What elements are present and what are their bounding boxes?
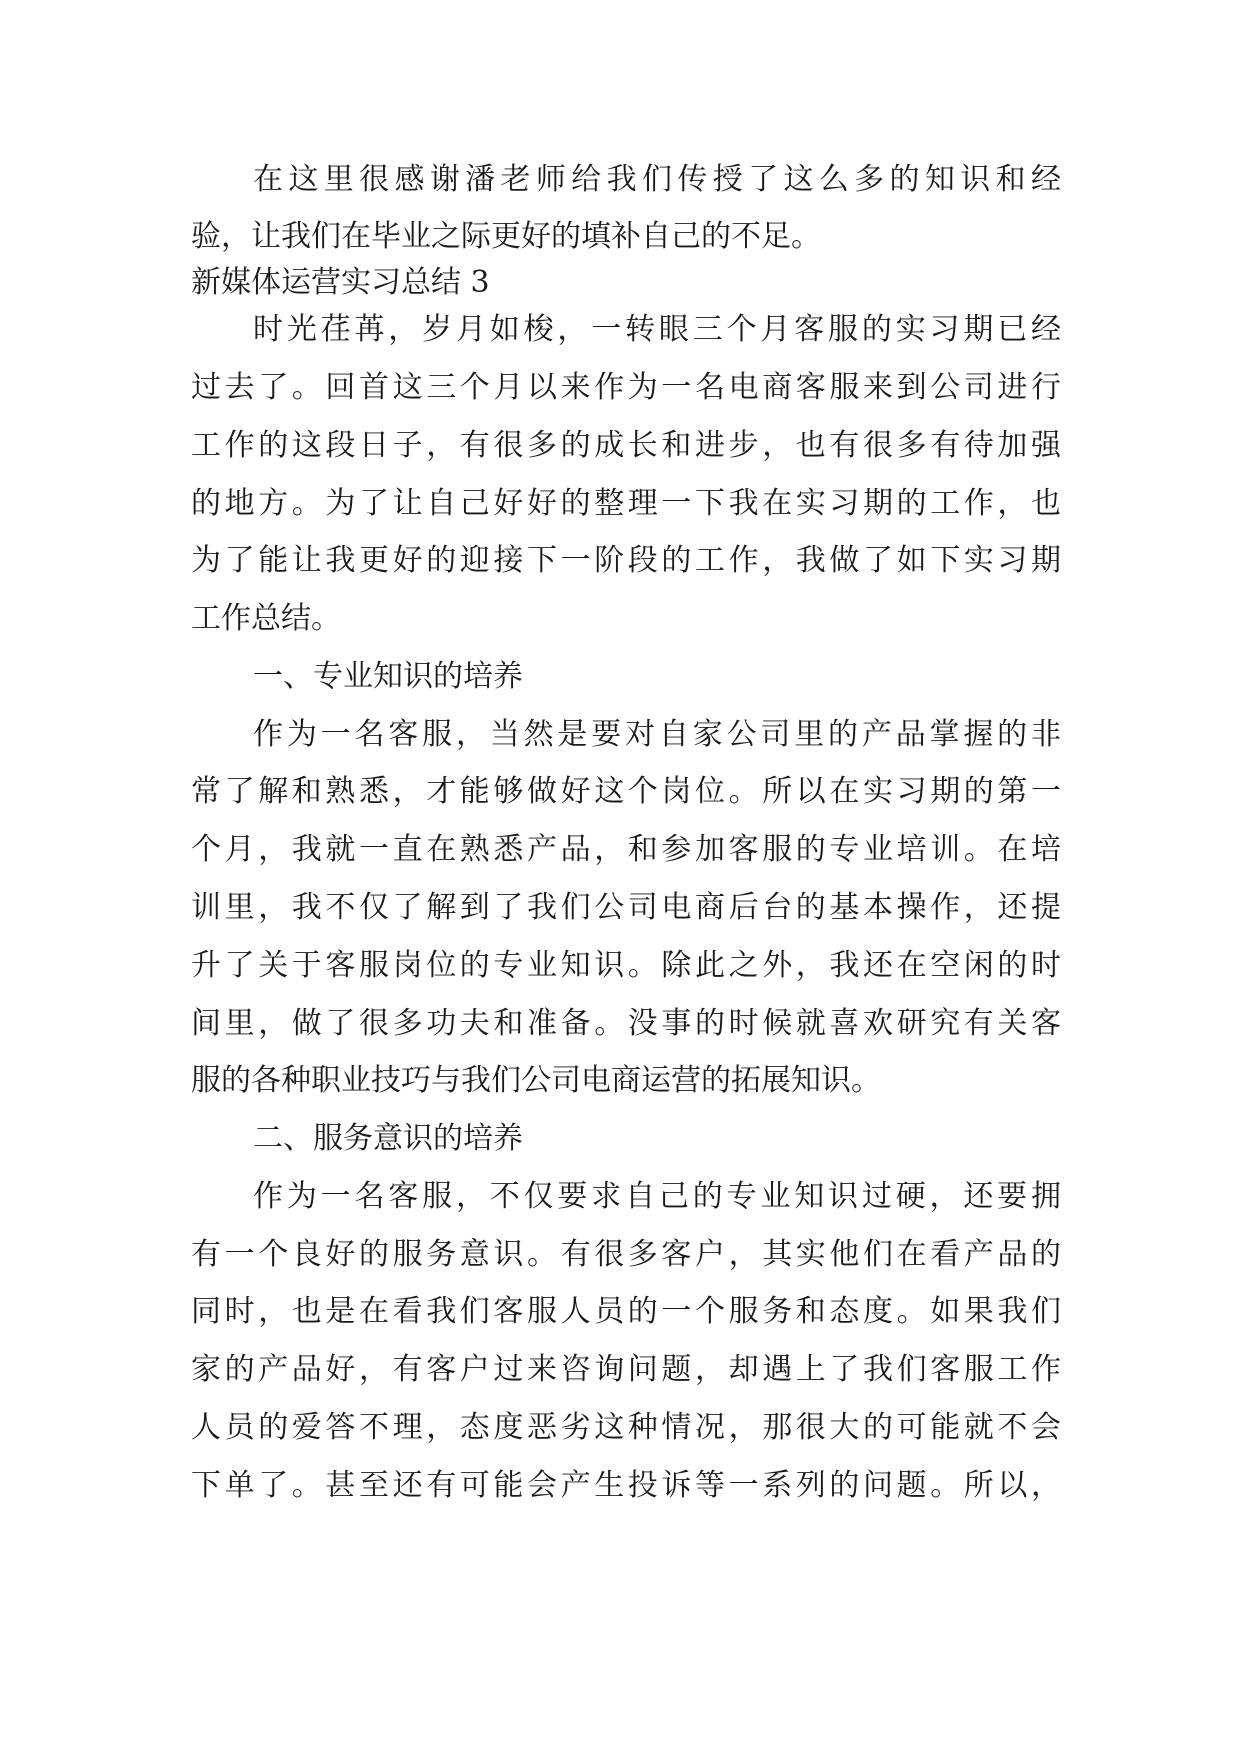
text-line: 的地方。为了让自己好好的整理一下我在实习期的工作，也: [191, 486, 1061, 521]
text-line: 工作的这段日子，有很多的成长和进步，也有很多有待加强: [191, 428, 1061, 463]
text-line: 下单了。甚至还有可能会产生投诉等一系列的问题。所以，: [191, 1468, 1061, 1503]
text-line: 升了关于客服岗位的专业知识。除此之外，我还在空闲的时: [191, 948, 1061, 983]
text-line: 有一个良好的服务意识。有很多客户，其实他们在看产品的: [191, 1237, 1061, 1272]
text-line: 个月，我就一直在熟悉产品，和参加客服的专业培训。在培: [191, 832, 1061, 867]
text-line: 验，让我们在毕业之际更好的填补自己的不足。: [191, 219, 821, 254]
text-line: 作为一名客服，当然是要对自家公司里的产品掌握的非: [253, 717, 1061, 752]
section-heading: 新媒体运营实习总结 3: [191, 265, 490, 300]
text-line: 为了能让我更好的迎接下一阶段的工作，我做了如下实习期: [191, 543, 1061, 578]
text-line: 工作总结。: [191, 601, 341, 636]
text-line: 同时，也是在看我们客服人员的一个服务和态度。如果我们: [191, 1294, 1061, 1329]
text-line: 过去了。回首这三个月以来作为一名电商客服来到公司进行: [191, 370, 1061, 405]
text-line: 家的产品好，有客户过来咨询问题，却遇上了我们客服工作: [191, 1352, 1061, 1387]
text-line: 服的各种职业技巧与我们公司电商运营的拓展知识。: [191, 1063, 881, 1098]
text-line: 人员的爱答不理，态度恶劣这种情况，那很大的可能就不会: [191, 1410, 1061, 1445]
text-line: 时光荏苒，岁月如梭，一转眼三个月客服的实习期已经: [253, 312, 1061, 347]
subheading: 二、服务意识的培养: [253, 1121, 523, 1156]
text-line: 间里，做了很多功夫和准备。没事的时候就喜欢研究有关客: [191, 1006, 1061, 1041]
text-line: 常了解和熟悉，才能够做好这个岗位。所以在实习期的第一: [191, 774, 1061, 809]
subheading: 一、专业知识的培养: [253, 659, 523, 694]
text-line: 训里，我不仅了解到了我们公司电商后台的基本操作，还提: [191, 890, 1061, 925]
text-line: 作为一名客服，不仅要求自己的专业知识过硬，还要拥: [253, 1179, 1061, 1214]
text-line: 在这里很感谢潘老师给我们传授了这么多的知识和经: [253, 162, 1061, 197]
